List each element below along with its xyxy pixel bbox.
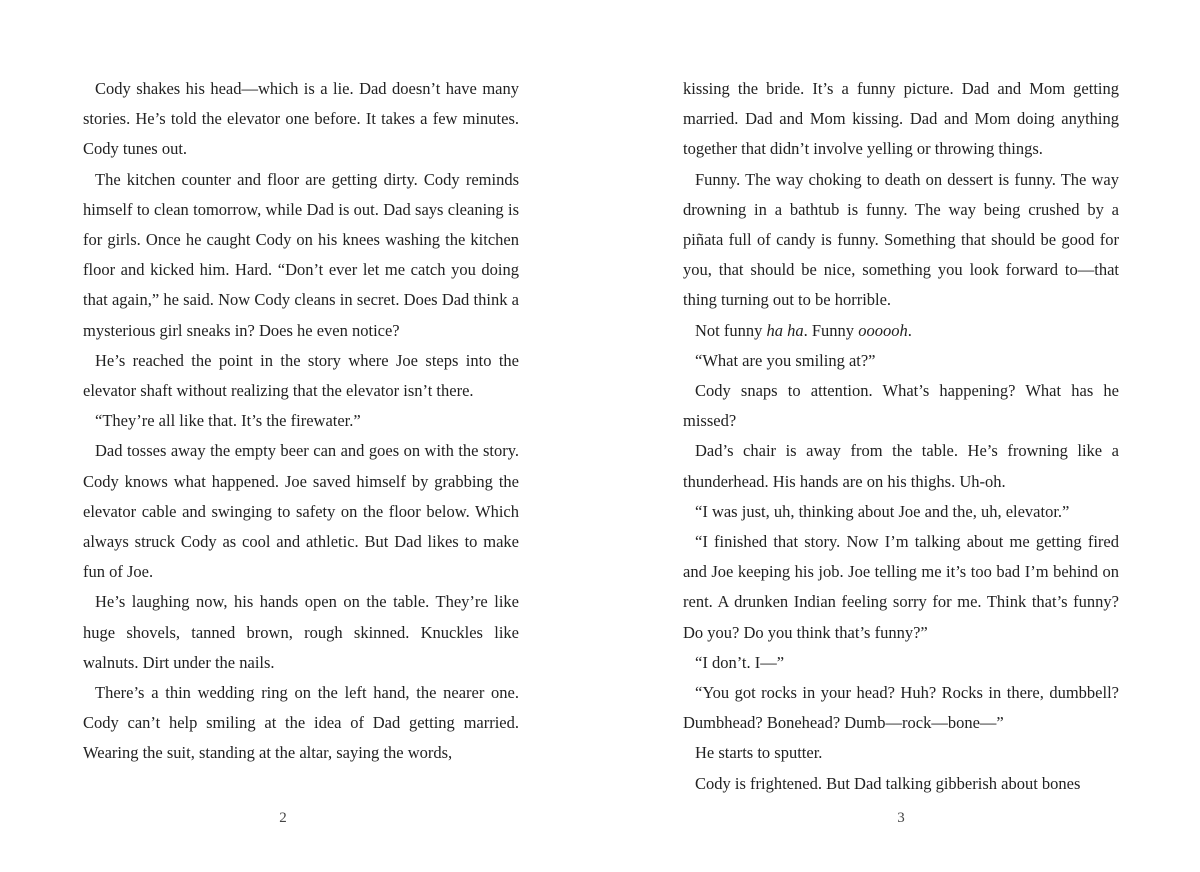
text-run: . Funny (803, 320, 859, 340)
page-number-left: 2 (279, 810, 287, 826)
paragraph: “They’re all like that. It’s the firewater.” (95, 411, 361, 431)
paragraph: Dad’s chair is away from the table. He’s frowning like a thunderhead. His hands are on his thighs. Uh-oh. (683, 441, 1119, 491)
right-page (683, 74, 1119, 799)
text-run: . (907, 320, 912, 340)
paragraph: He’s reached the point in the story where Joe steps into the elevator shaft without realizing that the elevator isn’t there. (83, 350, 519, 401)
paragraph: There’s a thin wedding ring on the left hand, the nearer one. Cody can’t help smiling at the idea of Dad getting married. Wearing the suit, standing at the altar, saying the words, (83, 683, 519, 763)
paragraph: Dad tosses away the empty beer can and goes on with the story. Cody knows what happened. Joe saved himself by grabbing the elevator cable and swinging to safety on the floor below. Which always struck Cody as cool and athletic. But Dad likes to make fun of Joe. (83, 441, 519, 582)
paragraph: He starts to sputter. (695, 743, 823, 763)
paragraph: “You got rocks in your head? Huh? Rocks in there, dumbbell? Dumbhead? Bonehead? Dumb—rock—bone—” (683, 683, 1119, 733)
page-number-right: 3 (897, 810, 905, 826)
paragraph-not-funny (683, 316, 1119, 346)
paragraph: “I finished that story. Now I’m talking about me getting fired and Joe keeping his job. Joe telling me it’s too bad I’m behind on rent. A drunken Indian feeling sorry for me. Think that’s funny? Do you? Do you think that’s funny?” (683, 532, 1119, 642)
paragraph: He’s laughing now, his hands open on the table. They’re like huge shovels, tanned brown, rough skinned. Knuckles like walnuts. Dirt under the nails. (83, 592, 519, 672)
italic-text: ha ha (766, 320, 804, 340)
text-run: Not funny (695, 320, 767, 340)
continued-paragraph: kissing the bride. It’s a funny picture. Dad and Mom getting married. Dad and Mom kissing. Dad and Mom doing anything together that didn’t involve yelling or throwing things. (683, 79, 1119, 159)
paragraph: Funny. The way choking to death on dessert is funny. The way drowning in a bathtub is funny. The way being crushed by a piñata full of candy is funny. Something that should be good for you, that should be nice, something you look forward to—that thing turning out to be horrible. (683, 169, 1119, 310)
italic-text: oooooh (858, 320, 908, 340)
paragraph: The kitchen counter and floor are getting dirty. Cody reminds himself to clean tomorrow, while Dad is out. Dad says cleaning is for girls. Once he caught Cody on his knees washing the kitchen floor and kicked him. Hard. “Don’t ever let me catch you doing that again,” he said. Now Cody cleans in secret. Does Dad think a mysterious girl sneaks in? Does he even notice? (83, 169, 519, 340)
paragraph: “What are you smiling at?” (695, 350, 876, 370)
left-page (83, 74, 519, 769)
paragraph: Cody is frightened. But Dad talking gibberish about bones (695, 773, 1081, 793)
left-page-text (83, 74, 519, 769)
paragraph: “I was just, uh, thinking about Joe and the, uh, elevator.” (695, 501, 1070, 521)
right-page-text (683, 74, 1119, 799)
paragraph: Cody snaps to attention. What’s happening? What has he missed? (683, 381, 1119, 431)
paragraph: “I don’t. I—” (695, 652, 785, 672)
paragraph: Cody shakes his head—which is a lie. Dad doesn’t have many stories. He’s told the elevator one before. It takes a few minutes. Cody tunes out. (83, 79, 519, 159)
